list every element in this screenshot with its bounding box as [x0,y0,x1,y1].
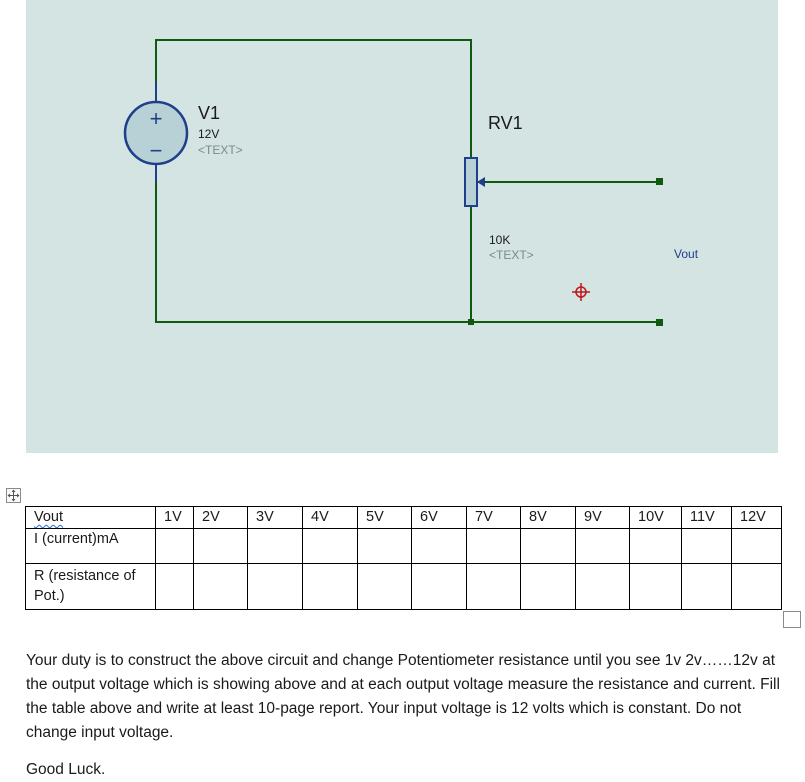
voltage-header[interactable]: 4V [303,507,358,529]
source-plus-sign: + [149,106,163,131]
voltage-header[interactable]: 11V [682,507,732,529]
table-cell[interactable] [682,564,732,610]
table-cell[interactable] [248,564,303,610]
table-cell[interactable] [156,564,194,610]
instructions-paragraph: Your duty is to construct the above circuit and change Potentiometer resistance until you see 1v 2v……12v at the output voltage which is showing above and at each output voltage measure the resistance and current. Fill the table above and write at least 10-page report. Your input voltage is 12 volts which is constant. Do not change input voltage. [26,652,780,741]
table-move-handle[interactable] [6,488,21,503]
table-cell[interactable] [303,564,358,610]
table-cell[interactable] [521,529,576,564]
table-cell[interactable] [412,529,467,564]
table-cell[interactable] [358,564,412,610]
schematic-background [26,0,778,453]
table-cell[interactable] [682,529,732,564]
move-arrows-icon [7,489,20,502]
vout-header: Vout [34,509,64,525]
table-cell[interactable] [630,564,682,610]
source-text-placeholder: <TEXT> [198,143,243,157]
table-cell[interactable] [732,564,782,610]
pot-text-placeholder: <TEXT> [489,248,534,262]
table-header-row [26,507,782,529]
voltage-header[interactable]: 5V [358,507,412,529]
table-cell[interactable] [248,529,303,564]
source-minus-sign: − [149,138,163,163]
table-cell[interactable] [26,507,156,529]
voltage-header[interactable]: 10V [630,507,682,529]
voltage-header[interactable]: 9V [576,507,630,529]
table-cell[interactable] [521,564,576,610]
table-cell[interactable] [576,529,630,564]
voltage-header[interactable]: 7V [467,507,521,529]
table-cell[interactable] [303,529,358,564]
terminal-vout [656,178,663,185]
voltage-header[interactable]: 12V [732,507,782,529]
voltage-header[interactable]: 1V [156,507,194,529]
source-value-label: 12V [198,127,220,141]
circuit-schematic [26,0,778,453]
table-cell[interactable] [156,529,194,564]
table-cell[interactable] [732,529,782,564]
table-resize-handle[interactable] [783,611,801,628]
table-cell[interactable] [194,529,248,564]
voltage-header[interactable]: 8V [521,507,576,529]
vout-label: Vout [674,247,699,261]
table-cell[interactable] [194,564,248,610]
table-cell[interactable] [467,564,521,610]
closing-text: Good Luck. [26,761,106,778]
table-cell[interactable] [467,529,521,564]
voltage-header[interactable]: 3V [248,507,303,529]
voltage-header[interactable]: 2V [194,507,248,529]
table-cell[interactable] [576,564,630,610]
terminal-ground [656,319,663,326]
table-row-resistance [26,564,782,610]
measurement-table [25,506,782,610]
voltage-header[interactable]: 6V [412,507,467,529]
table-cell[interactable] [412,564,467,610]
row-label-resistance[interactable]: R (resistance of Pot.) [26,564,156,610]
source-name-label: V1 [198,103,221,123]
row-label-current[interactable]: I (current)mA [26,529,156,564]
pot-value-label: 10K [489,233,511,247]
junction-dot [468,319,474,325]
table-cell[interactable] [358,529,412,564]
pot-name-label: RV1 [488,113,523,133]
table-row-current [26,529,782,564]
table-cell[interactable] [630,529,682,564]
